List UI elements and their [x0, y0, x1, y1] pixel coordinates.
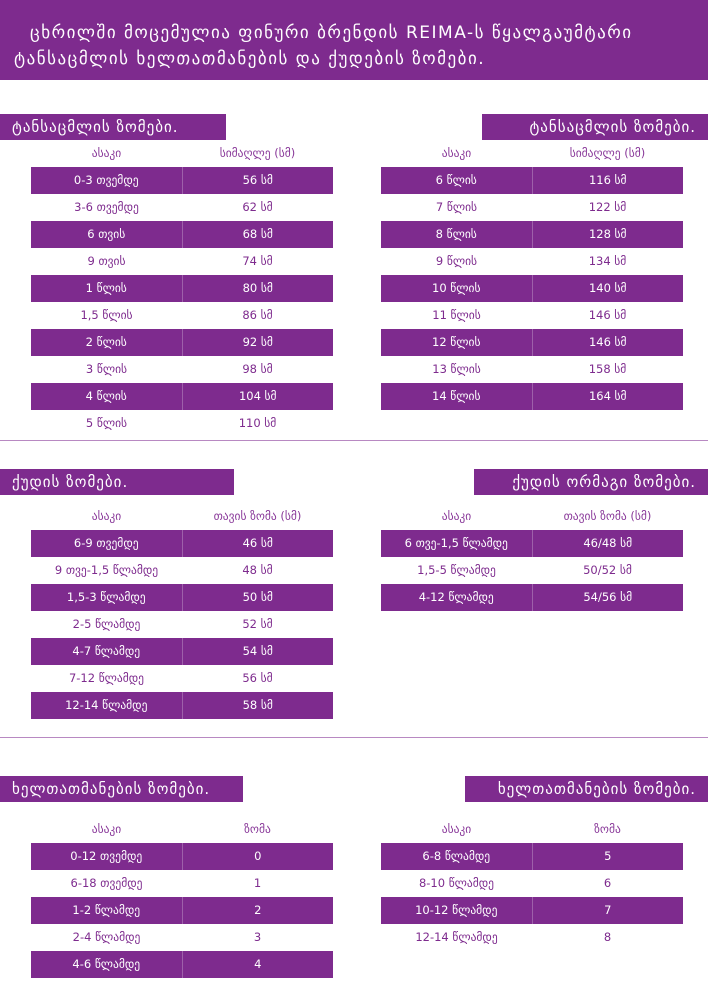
table-header — [31, 140, 333, 167]
table-header — [381, 503, 683, 530]
page-header — [0, 0, 708, 80]
table-row — [31, 897, 333, 924]
cell-age: 12-14 წლამდე — [415, 930, 498, 944]
cell-size: 5 — [604, 849, 612, 863]
clothing-right-label: ტანსაცმლის ზომები. — [482, 114, 708, 140]
column-header-size: ზომა — [594, 822, 621, 836]
table-header — [381, 140, 683, 167]
column-header-size: სიმაღლე (სმ) — [569, 146, 646, 160]
cell-age: 6 წლის — [381, 167, 533, 194]
hats-right-label: ქუდის ორმაგი ზომები. — [474, 469, 708, 495]
cell-age: 1 წლის — [31, 275, 183, 302]
cell-age: 2-4 წლამდე — [72, 930, 141, 944]
cell-size: 4 — [254, 957, 262, 971]
table-header — [31, 816, 333, 843]
column-header-age: ასაკი — [91, 509, 122, 523]
cell-size: 54/56 სმ — [583, 590, 633, 604]
column-header-size: თავის ზომა (სმ) — [213, 509, 302, 523]
hats-right-table — [381, 503, 683, 611]
table-row — [31, 843, 333, 870]
table-row — [381, 383, 683, 410]
table-row — [381, 329, 683, 356]
cell-age: 1-2 წლამდე — [31, 897, 183, 924]
table-row — [381, 584, 683, 611]
cell-size: 56 სმ — [242, 173, 273, 187]
table-row — [381, 275, 683, 302]
table-row — [381, 302, 683, 329]
column-header-size: თავის ზომა (სმ) — [563, 509, 652, 523]
table-row — [381, 530, 683, 557]
cell-size: 122 სმ — [588, 200, 627, 214]
cell-age: 11 წლის — [432, 308, 481, 322]
header-title-line1: ცხრილში მოცემულია ფინური ბრენდის REIMA-ს წყალგაუმტარი — [30, 23, 633, 43]
cell-size: 3 — [253, 930, 262, 944]
cell-size: 140 სმ — [588, 281, 627, 295]
table-row — [381, 221, 683, 248]
cell-size: 0 — [254, 849, 262, 863]
cell-age: 10-12 წლამდე — [381, 897, 533, 924]
cell-age: 14 წლის — [381, 383, 533, 410]
table-row — [381, 924, 683, 951]
cell-age: 12 წლის — [381, 329, 533, 356]
column-header-size: სიმაღლე (სმ) — [219, 146, 296, 160]
cell-size: 6 — [603, 876, 612, 890]
table-row — [381, 843, 683, 870]
cell-age: 2 წლის — [31, 329, 183, 356]
cell-age: 6-9 თვემდე — [31, 530, 183, 557]
cell-age: 4 წლის — [31, 383, 183, 410]
table-row — [31, 638, 333, 665]
table-row — [31, 584, 333, 611]
cell-age: 4-12 წლამდე — [381, 584, 533, 611]
cell-age: 3-6 თვემდე — [74, 200, 139, 214]
cell-age: 9 თვის — [87, 254, 126, 268]
table-row — [31, 275, 333, 302]
cell-size: 74 სმ — [242, 254, 273, 268]
gloves-right-table — [381, 816, 683, 951]
cell-size: 158 სმ — [588, 362, 627, 376]
table-row — [31, 167, 333, 194]
cell-size: 128 სმ — [588, 227, 627, 241]
table-row — [31, 410, 333, 437]
cell-size: 2 — [254, 903, 262, 917]
column-header-age: ასაკი — [441, 146, 472, 160]
table-row — [31, 383, 333, 410]
cell-size: 134 სმ — [588, 254, 627, 268]
cell-age: 13 წლის — [432, 362, 481, 376]
cell-size: 80 სმ — [242, 281, 273, 295]
table-row — [381, 194, 683, 221]
table-row — [31, 248, 333, 275]
table-row — [381, 356, 683, 383]
cell-age: 1,5-3 წლამდე — [31, 584, 183, 611]
column-header-age: ასაკი — [441, 822, 472, 836]
table-row — [381, 897, 683, 924]
cell-age: 6-8 წლამდე — [381, 843, 533, 870]
cell-age: 1,5-5 წლამდე — [417, 563, 496, 577]
column-header-age: ასაკი — [91, 822, 122, 836]
cell-size: 58 სმ — [242, 698, 273, 712]
column-header-size: ზომა — [244, 822, 271, 836]
table-header — [381, 816, 683, 843]
cell-size: 8 — [603, 930, 612, 944]
cell-size: 104 სმ — [238, 389, 277, 403]
cell-size: 68 სმ — [242, 227, 273, 241]
cell-size: 50 სმ — [242, 590, 273, 604]
cell-size: 98 სმ — [242, 362, 273, 376]
cell-size: 62 სმ — [242, 200, 273, 214]
cell-age: 0-12 თვემდე — [31, 843, 183, 870]
cell-age: 8-10 წლამდე — [418, 876, 495, 890]
table-row — [31, 557, 333, 584]
table-row — [31, 611, 333, 638]
cell-size: 86 სმ — [242, 308, 273, 322]
header-title-line2: ტანსაცმლის ხელთათმანების და ქუდების ზომები. — [14, 49, 486, 69]
cell-age: 9 წლის — [435, 254, 478, 268]
cell-size: 7 — [604, 903, 612, 917]
cell-size: 1 — [253, 876, 262, 890]
cell-size: 146 სმ — [588, 335, 627, 349]
table-row — [381, 248, 683, 275]
gloves-left-table — [31, 816, 333, 978]
cell-age: 8 წლის — [381, 221, 533, 248]
cell-size: 52 სმ — [242, 617, 273, 631]
cell-age: 7-12 წლამდე — [68, 671, 145, 685]
table-row — [31, 194, 333, 221]
cell-age: 2-5 წლამდე — [72, 617, 141, 631]
table-row — [31, 221, 333, 248]
table-row — [31, 692, 333, 719]
cell-age: 1,5 წლის — [80, 308, 133, 322]
table-row — [381, 167, 683, 194]
cell-age: 9 თვე-1,5 წლამდე — [54, 563, 159, 577]
cell-size: 48 სმ — [242, 563, 273, 577]
table-row — [31, 665, 333, 692]
cell-age: 12-14 წლამდე — [31, 692, 183, 719]
table-row — [31, 924, 333, 951]
cell-age: 6-18 თვემდე — [70, 876, 143, 890]
cell-size: 110 სმ — [238, 416, 277, 430]
cell-size: 54 სმ — [242, 644, 273, 658]
cell-age: 4-6 წლამდე — [31, 951, 183, 978]
column-header-age: ასაკი — [441, 509, 472, 523]
table-header — [31, 503, 333, 530]
table-row — [31, 530, 333, 557]
table-row — [381, 870, 683, 897]
clothing-left-label: ტანსაცმლის ზომები. — [0, 114, 226, 140]
table-row — [381, 557, 683, 584]
cell-size: 56 სმ — [242, 671, 273, 685]
cell-size: 46/48 სმ — [583, 536, 633, 550]
cell-age: 0-3 თვემდე — [31, 167, 183, 194]
table-row — [31, 302, 333, 329]
cell-size: 46 სმ — [242, 536, 273, 550]
cell-age: 3 წლის — [85, 362, 128, 376]
hats-left-table — [31, 503, 333, 719]
cell-size: 50/52 სმ — [583, 563, 632, 577]
table-row — [31, 329, 333, 356]
clothing-right-table — [381, 140, 683, 410]
cell-age: 6 თვის — [31, 221, 183, 248]
cell-size: 116 სმ — [588, 173, 627, 187]
column-header-age: ასაკი — [91, 146, 122, 160]
gloves-left-label: ხელთათმანების ზომები. — [0, 776, 243, 802]
cell-age: 4-7 წლამდე — [31, 638, 183, 665]
table-row — [31, 951, 333, 978]
cell-age: 7 წლის — [435, 200, 478, 214]
section-divider — [0, 737, 708, 738]
cell-age: 10 წლის — [381, 275, 533, 302]
gloves-right-label: ხელთათმანების ზომები. — [465, 776, 708, 802]
section-divider — [0, 440, 708, 441]
cell-size: 164 სმ — [588, 389, 627, 403]
cell-size: 146 სმ — [588, 308, 627, 322]
cell-age: 6 თვე-1,5 წლამდე — [381, 530, 533, 557]
clothing-left-table — [31, 140, 333, 437]
cell-size: 92 სმ — [242, 335, 273, 349]
hats-left-label: ქუდის ზომები. — [0, 469, 234, 495]
cell-age: 5 წლის — [85, 416, 128, 430]
table-row — [31, 870, 333, 897]
table-row — [31, 356, 333, 383]
